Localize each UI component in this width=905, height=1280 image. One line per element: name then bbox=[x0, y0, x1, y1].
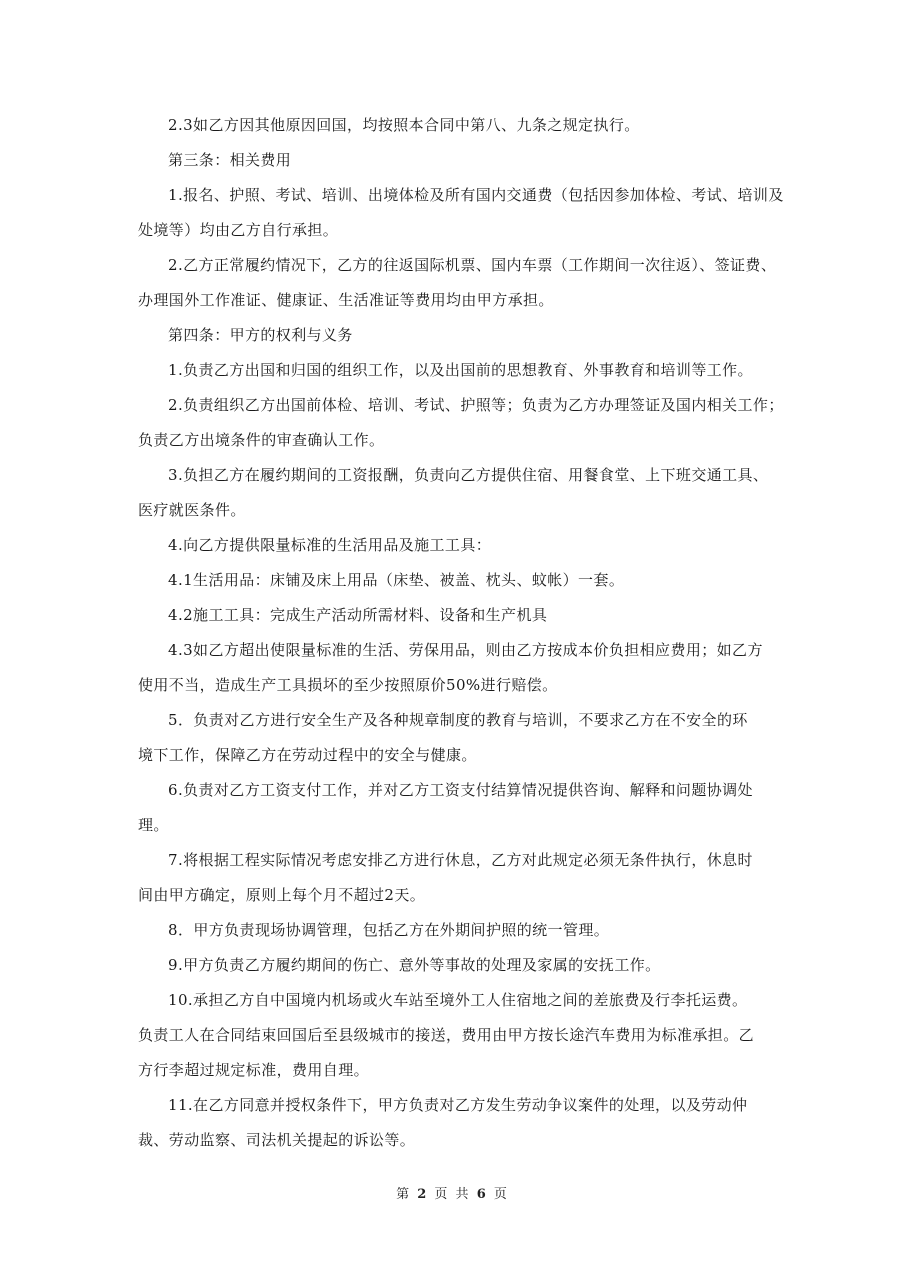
paragraph bbox=[138, 458, 784, 528]
text-line: 4.1生活用品：床铺及床上用品（床垫、被盖、枕头、蚊帐）一套。 bbox=[168, 571, 625, 589]
page-number-footer bbox=[0, 1183, 905, 1202]
text-line: 4.向乙方提供限量标准的生活用品及施工工具： bbox=[168, 536, 492, 554]
document-body bbox=[138, 108, 784, 1158]
text-line: 11.在乙方同意并授权条件下，甲方负责对乙方发生劳动争议案件的处理，以及劳动仲 bbox=[168, 1096, 748, 1114]
text-line: 处境等）均由乙方自行承担。 bbox=[138, 221, 339, 239]
current-page-number: 2 bbox=[417, 1187, 429, 1202]
text-line: 第四条：甲方的权利与义务 bbox=[168, 326, 353, 344]
paragraph bbox=[138, 388, 784, 458]
paragraph bbox=[138, 983, 784, 1088]
text-line: 医疗就医条件。 bbox=[138, 501, 246, 519]
text-line: 裁、劳动监察、司法机关提起的诉讼等。 bbox=[138, 1131, 416, 1149]
text-line: 1.负责乙方出国和归国的组织工作，以及出国前的思想教育、外事教育和培训等工作。 bbox=[168, 361, 753, 379]
text-line: 8．甲方负责现场协调管理，包括乙方在外期间护照的统一管理。 bbox=[168, 921, 610, 939]
text-line: 境下工作，保障乙方在劳动过程中的安全与健康。 bbox=[138, 746, 477, 764]
paragraph bbox=[138, 703, 784, 773]
text-line: 10.承担乙方自中国境内机场或火车站至境外工人住宿地之间的差旅费及行李托运费。 bbox=[168, 991, 748, 1009]
text-line: 间由甲方确定，原则上每个月不超过2天。 bbox=[138, 886, 426, 904]
text-line: 第三条：相关费用 bbox=[168, 151, 292, 169]
text-line: 7.将根据工程实际情况考虑安排乙方进行休息，乙方对此规定必须无条件执行，休息时 bbox=[168, 851, 753, 869]
section-heading bbox=[138, 318, 784, 353]
section-heading bbox=[138, 143, 784, 178]
footer-prefix: 第 bbox=[396, 1187, 412, 1202]
paragraph bbox=[138, 633, 784, 703]
text-line: 4.3如乙方超出使限量标准的生活、劳保用品，则由乙方按成本价负担相应费用；如乙方 bbox=[168, 641, 763, 659]
paragraph bbox=[138, 528, 784, 563]
paragraph bbox=[138, 178, 784, 248]
footer-middle: 页 共 bbox=[434, 1187, 471, 1202]
total-pages-number: 6 bbox=[476, 1187, 488, 1202]
paragraph bbox=[138, 248, 784, 318]
text-line: 负责工人在合同结束回国后至县级城市的接送，费用由甲方按长途汽车费用为标准承担。乙 bbox=[138, 1026, 755, 1044]
paragraph bbox=[138, 108, 784, 143]
paragraph bbox=[138, 773, 784, 843]
text-line: 6.负责对乙方工资支付工作，并对乙方工资支付结算情况提供咨询、解释和问题协调处 bbox=[168, 781, 753, 799]
text-line: 2.乙方正常履约情况下，乙方的往返国际机票、国内车票（工作期间一次往返）、签证费、 bbox=[168, 256, 777, 274]
paragraph bbox=[138, 563, 784, 598]
text-line: 4.2施工工具：完成生产活动所需材料、设备和生产机具 bbox=[168, 606, 548, 624]
text-line: 9.甲方负责乙方履约期间的伤亡、意外等事故的处理及家属的安抚工作。 bbox=[168, 956, 661, 974]
text-line: 3.负担乙方在履约期间的工资报酬，负责向乙方提供住宿、用餐食堂、上下班交通工具、 bbox=[168, 466, 769, 484]
paragraph bbox=[138, 913, 784, 948]
text-line: 2.3如乙方因其他原因回国，均按照本合同中第八、九条之规定执行。 bbox=[168, 116, 640, 134]
text-line: 使用不当，造成生产工具损坏的至少按照原价50%进行赔偿。 bbox=[138, 676, 558, 694]
text-line: 办理国外工作准证、健康证、生活准证等费用均由甲方承担。 bbox=[138, 291, 554, 309]
text-line: 负责乙方出境条件的审查确认工作。 bbox=[138, 431, 385, 449]
text-line: 5．负责对乙方进行安全生产及各种规章制度的教育与培训，不要求乙方在不安全的环 bbox=[168, 711, 748, 729]
paragraph bbox=[138, 353, 784, 388]
text-line: 1.报名、护照、考试、培训、出境体检及所有国内交通费（包括因参加体检、考试、培训及 bbox=[168, 186, 784, 204]
paragraph bbox=[138, 948, 784, 983]
paragraph bbox=[138, 843, 784, 913]
paragraph bbox=[138, 598, 784, 633]
text-line: 2.负责组织乙方出国前体检、培训、考试、护照等；负责为乙方办理签证及国内相关工作； bbox=[168, 396, 784, 414]
text-line: 理。 bbox=[138, 816, 169, 834]
text-line: 方行李超过规定标准，费用自理。 bbox=[138, 1061, 370, 1079]
paragraph bbox=[138, 1088, 784, 1158]
footer-suffix: 页 bbox=[493, 1187, 509, 1202]
